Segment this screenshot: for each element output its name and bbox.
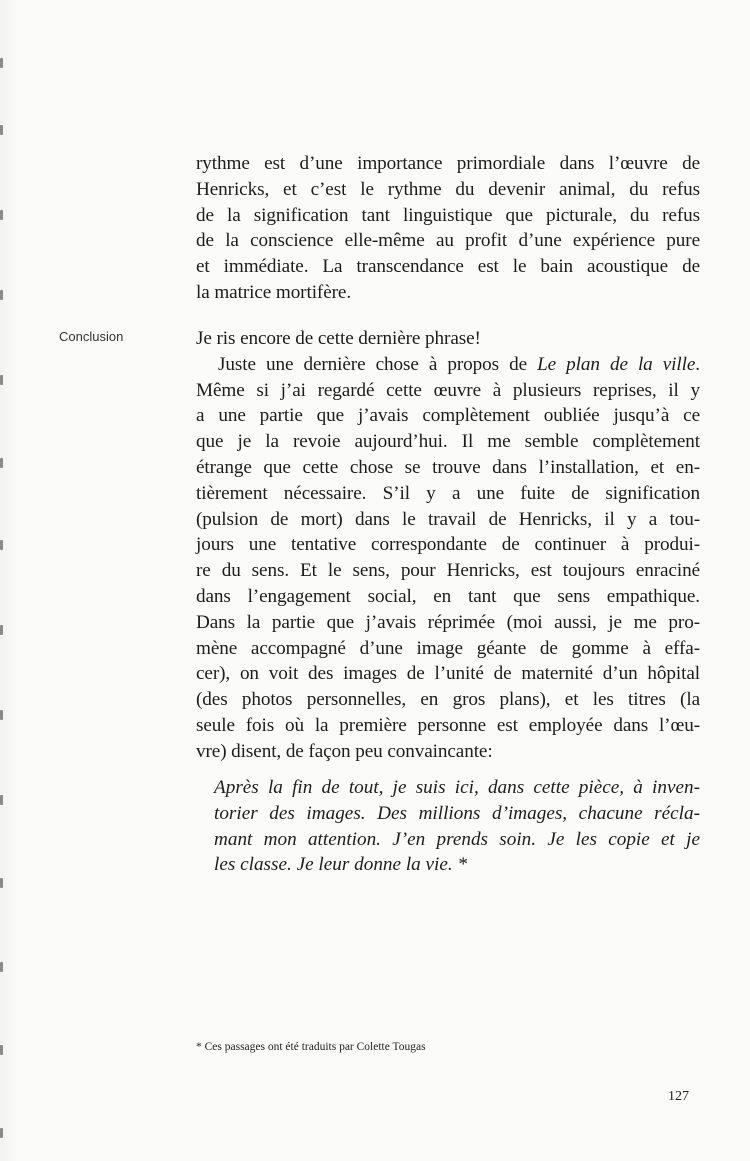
text-segment: Juste une dernière chose à propos de [218,353,538,375]
text-line: Dans la partie que j’avais réprimée (moi aussi, je me pro- [196,611,700,633]
text-line: de la signification tant linguistique que picturale, du refus [196,204,700,226]
text-line: rythme est d’une importance primordiale dans l’œuvre de [196,153,700,174]
text-line: Même si j’ai regardé cette œuvre à plusieurs reprises, il y [196,379,700,401]
quote-line: torier des images. Des millions d’images, chacune récla- [214,802,700,824]
text-line: seule fois où la première personne est employée dans l’œu- [196,714,700,736]
quote-line: mant mon attention. J’en prends soin. Je les copie et je [214,828,700,850]
margin-note: Conclusion [59,329,124,344]
text-line: jours une tentative correspondante de continuer à produi- [196,534,700,556]
quote-line: les classe. Je leur donne la vie. * [214,854,468,876]
text-line: que je la revoie aujourd’hui. Il me semble complètement [196,431,700,453]
text-segment: . [695,353,700,375]
page-number: 127 [668,1089,689,1104]
text-line: la matrice mortifère. [196,281,352,303]
text-line: (des photos personnelles, en gros plans), et les titres (la [196,689,700,711]
quote-line: Après la fin de tout, je suis ici, dans cette pièce, à inven- [214,777,700,798]
text-line: Henricks, et c’est le rythme du devenir animal, du refus [196,178,700,200]
block-quote [214,775,700,878]
text-line: re du sens. Et le sens, pour Henricks, est toujours enraciné [196,560,700,582]
work-title: Le plan de la ville [537,353,696,375]
text-line: cer), on voit des images de l’unité de maternité d’un hôpital [196,663,700,685]
footnote: * Ces passages ont été traduits par Colette Tougas [196,1041,426,1053]
text-line: étrange que cette chose se trouve dans l’installation, et en- [196,456,700,478]
text-line: Je ris encore de cette dernière phrase! [196,328,481,349]
text-line: a une partie que j’avais complètement oubliée jusqu’à ce [196,405,700,427]
main-paragraph [196,326,700,765]
binding-edge [0,0,4,1161]
text-line [196,352,700,378]
text-line: tièrement nécessaire. S’il y a une fuite de signification [196,482,700,504]
text-line: et immédiate. La transcendance est le bain acoustique de [196,256,700,278]
text-line: dans l’engagement social, en tant que sens empathique. [196,585,700,607]
text-line: mène accompagné d’une image géante de gomme à effa- [196,637,700,659]
text-line: de la conscience elle-même au profit d’une expérience pure [196,230,700,252]
text-line: (pulsion de mort) dans le travail de Henricks, il y a tou- [196,508,700,530]
text-line: vre) disent, de façon peu convaincante: [196,740,493,762]
intro-paragraph [196,151,700,306]
